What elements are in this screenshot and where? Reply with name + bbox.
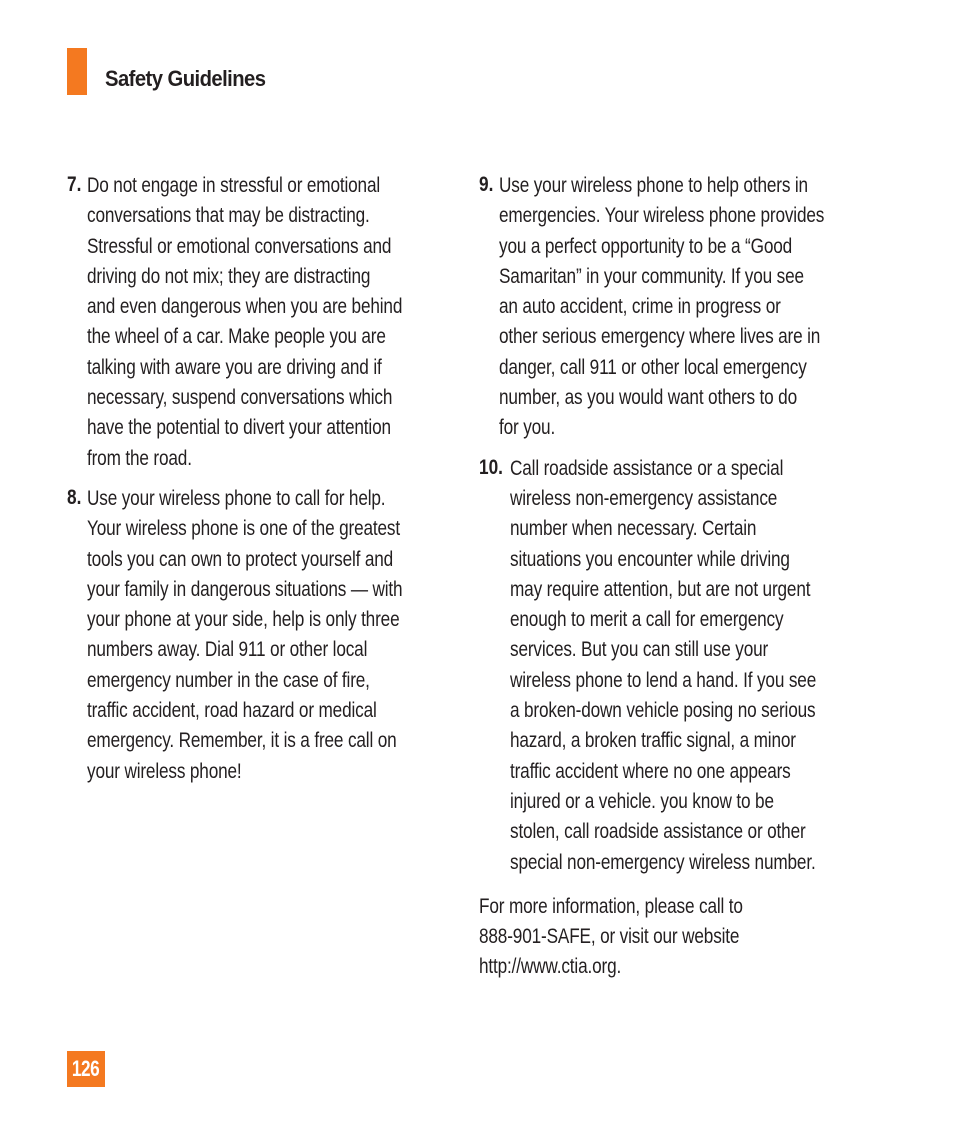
left-column [67, 170, 457, 796]
guideline-item-8 [67, 483, 457, 786]
section-title: Safety Guidelines [105, 66, 266, 91]
item-text: Do not engage in stressful or emotional conversations that may be distracting. Stressful or emotional conversations and driving do not mix; they are distracting and even dangerous when you are behind the wheel of a car. Make people you are talking with aware you are driving and if necessary, suspend conversations which have the potential to divert your attention from the road. [87, 173, 403, 470]
section-accent-bar [67, 48, 87, 95]
page-number: 126 [72, 1056, 100, 1081]
guideline-item-7 [67, 170, 457, 473]
page-number-badge [67, 1051, 105, 1087]
item-text: Use your wireless phone to call for help. Your wireless phone is one of the greatest tools you can own to protect yourself and your family in dangerous situations — with your phone at your side, help is only three numbers away. Dial 911 or other local emergency number in the case of fire, traffic accident, road hazard or medical emergency. Remember, it is a free call on your wireless phone! [87, 485, 403, 783]
item-text: Call roadside assistance or a special wireless non-emergency assistance number when necessary. Certain situations you encounter while driving may require attention, but are not urgent enough to merit a call for emergency services. But you can still use your wireless phone to lend a hand. If you see a broken-down vehicle posing no serious hazard, a broken traffic signal, a minor traffic accident where no one appears injured or a vehicle. you know to be stolen, call roadside assistance or other special non-emergency wireless number. [510, 455, 817, 874]
item-text: Use your wireless phone to help others in emergencies. Your wireless phone provides you a perfect opportunity to be a “Good Samaritan” in your community. If you see an auto accident, crime in progress or other serious emergency where lives are in danger, call 911 or other local emergency number, as you would want others to do for you. [499, 173, 825, 440]
item-number: 7. [67, 173, 82, 196]
item-number: 9. [479, 173, 494, 196]
item-number: 8. [67, 485, 82, 509]
guideline-item-10 [479, 453, 879, 877]
guideline-item-9 [479, 170, 879, 443]
item-number: 10. [479, 455, 503, 479]
right-column [479, 170, 879, 982]
more-info-paragraph: For more information, please call to 888-901-SAFE, or visit our website http://www.ctia.org. [479, 893, 743, 979]
